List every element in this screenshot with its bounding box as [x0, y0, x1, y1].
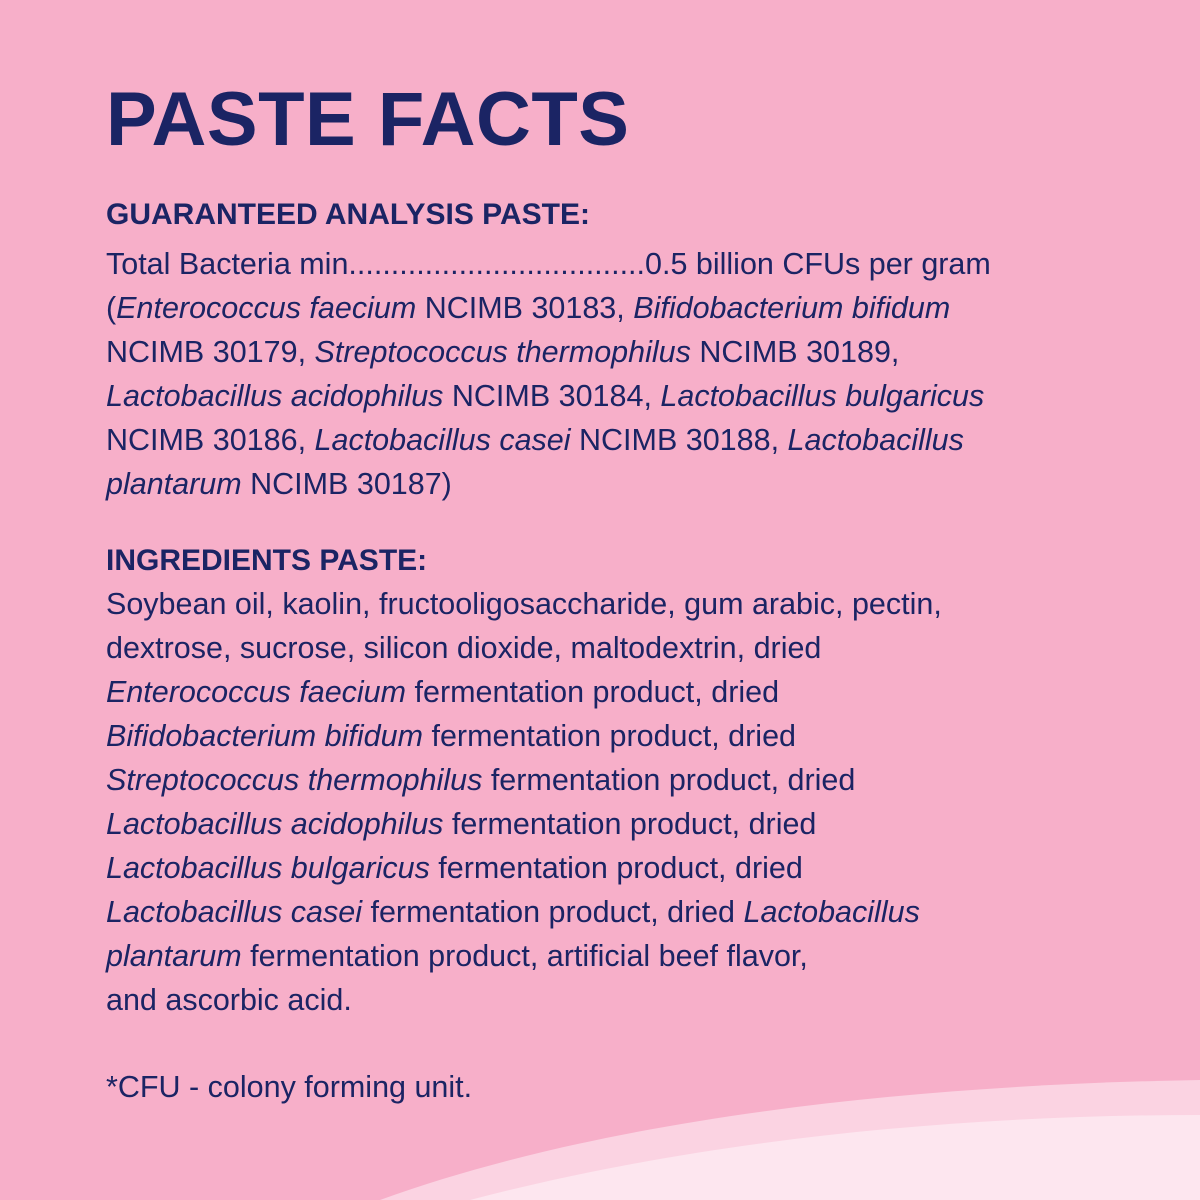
page-title: PASTE FACTS — [106, 77, 630, 162]
species-name: Lactobacillus bulgaricus — [660, 379, 985, 413]
text-segment: ( — [106, 291, 117, 325]
species-name: Bifidobacterium bifidum — [633, 291, 951, 325]
species-name: plantarum — [106, 939, 242, 973]
leader-dots: ................................... — [348, 247, 646, 281]
ingredient-line — [106, 758, 855, 802]
ingredients-heading: INGREDIENTS PASTE: — [106, 544, 428, 577]
total-bacteria-value: 0.5 billion CFUs per gram — [645, 247, 991, 281]
species-name: Lactobacillus casei — [106, 895, 363, 929]
text-segment: fermentation product, dried — [429, 851, 803, 885]
strain-line — [106, 286, 950, 330]
ingredient-line — [106, 846, 803, 890]
strain-line — [106, 462, 452, 506]
text-segment: NCIMB 30179, — [106, 335, 315, 369]
ingredient-line — [106, 978, 352, 1022]
total-bacteria-label: Total Bacteria min — [106, 247, 349, 281]
text-segment: fermentation product, dried — [406, 675, 780, 709]
species-name: Bifidobacterium bifidum — [106, 719, 424, 753]
total-bacteria-line — [106, 242, 991, 286]
strain-line — [106, 330, 899, 374]
ingredient-line — [106, 626, 821, 670]
text-segment: NCIMB 30187) — [241, 467, 452, 501]
ingredient-line — [106, 582, 942, 626]
species-name: Lactobacillus acidophilus — [106, 379, 444, 413]
species-name: Streptococcus thermophilus — [314, 335, 691, 369]
species-name: Streptococcus thermophilus — [106, 763, 483, 797]
text-segment: NCIMB 30186, — [106, 423, 315, 457]
text-segment: fermentation product, dried — [423, 719, 797, 753]
ingredient-line — [106, 934, 808, 978]
species-name: Lactobacillus — [787, 423, 964, 457]
species-name: plantarum — [106, 467, 242, 501]
strain-line — [106, 374, 984, 418]
guaranteed-analysis-heading: GUARANTEED ANALYSIS PASTE: — [106, 198, 590, 231]
species-name: Lactobacillus casei — [314, 423, 571, 457]
text-segment: and ascorbic acid. — [106, 983, 352, 1017]
ingredient-line — [106, 670, 779, 714]
species-name: Lactobacillus — [743, 895, 920, 929]
text-segment: fermentation product, dried — [443, 807, 817, 841]
species-name: Lactobacillus bulgaricus — [106, 851, 430, 885]
text-segment: fermentation product, artificial beef flavor, — [241, 939, 808, 973]
ingredient-line — [106, 890, 920, 934]
text-segment: NCIMB 30189, — [690, 335, 900, 369]
species-name: Enterococcus faecium — [116, 291, 417, 325]
ingredient-line — [106, 802, 816, 846]
text-segment: NCIMB 30183, — [416, 291, 634, 325]
cfu-footnote: *CFU - colony forming unit. — [106, 1070, 473, 1104]
species-name: Enterococcus faecium — [106, 675, 407, 709]
species-name: Lactobacillus acidophilus — [106, 807, 444, 841]
text-segment: fermentation product, dried — [482, 763, 856, 797]
ingredient-line — [106, 714, 796, 758]
text-segment: fermentation product, dried — [362, 895, 744, 929]
strain-line — [106, 418, 964, 462]
text-segment: NCIMB 30184, — [443, 379, 661, 413]
text-segment: NCIMB 30188, — [570, 423, 788, 457]
text-segment: Soybean oil, kaolin, fructooligosaccharide, gum arabic, pectin, — [106, 587, 942, 621]
text-segment: dextrose, sucrose, silicon dioxide, maltodextrin, dried — [106, 631, 822, 665]
